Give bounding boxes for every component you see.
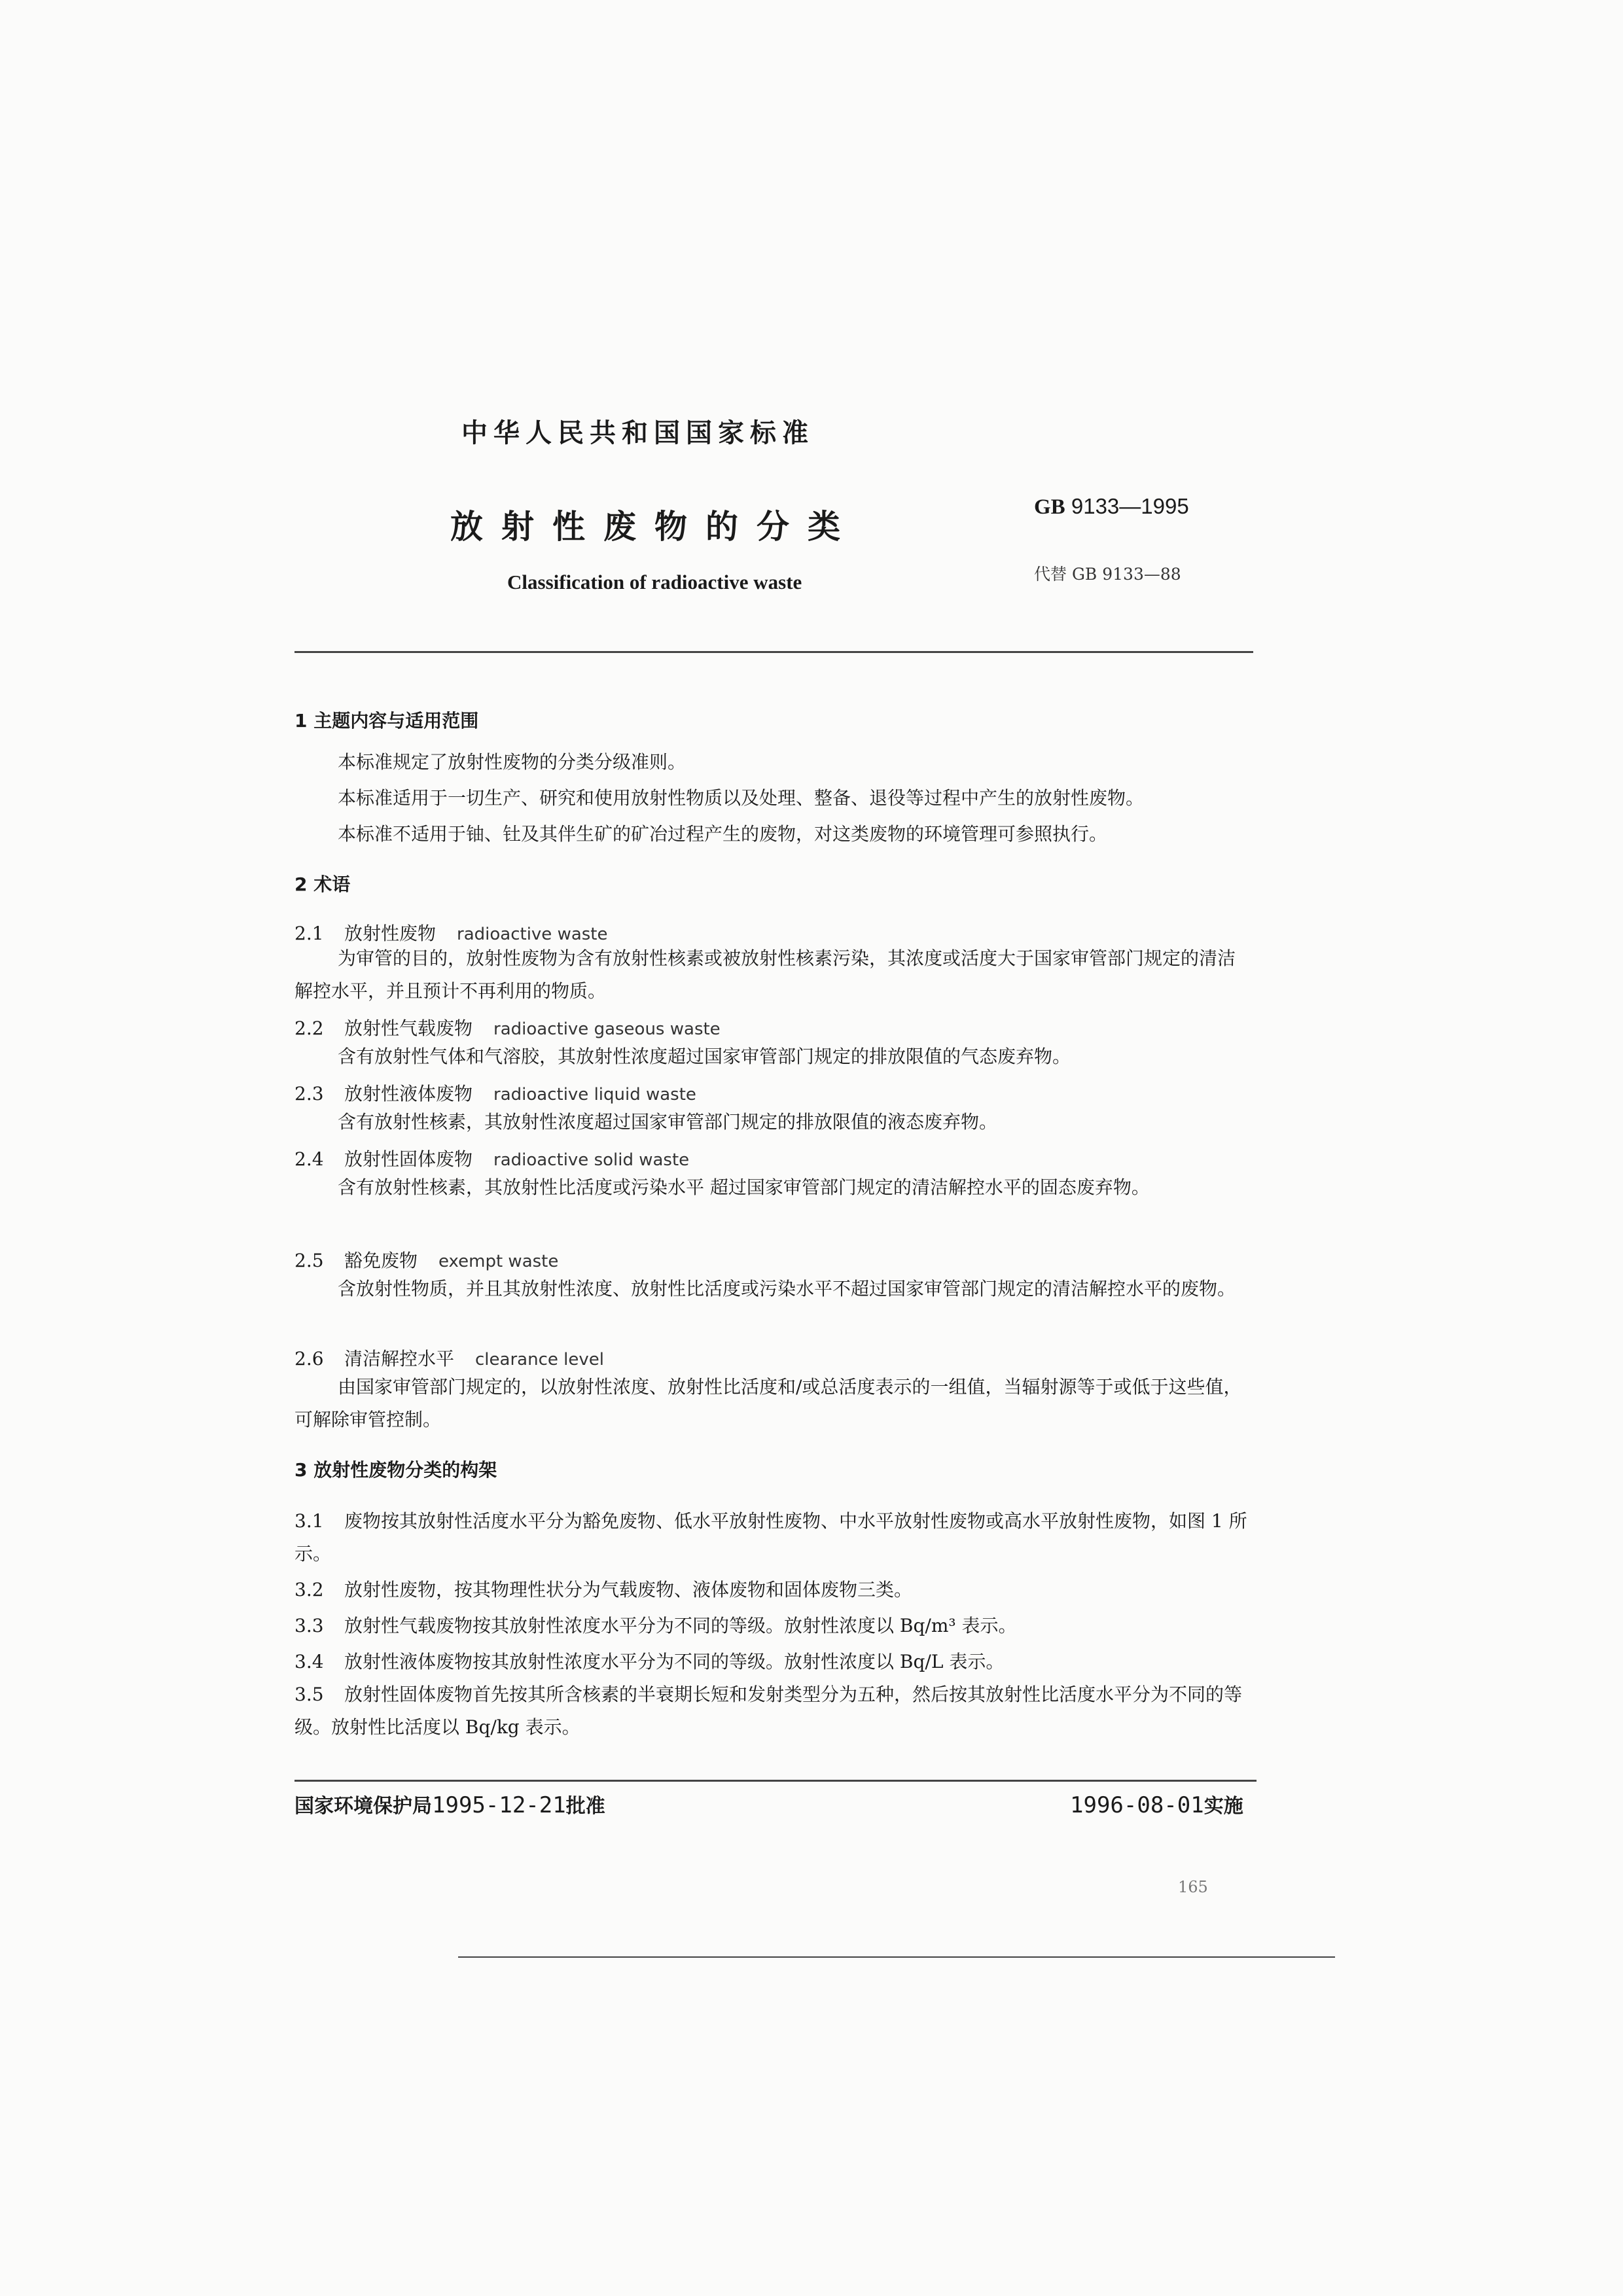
section2-heading: 2 术语 (294, 874, 351, 895)
effective-line (1070, 1790, 1243, 1818)
effective-label: 实施 (1204, 1795, 1243, 1818)
approve-label: 批准 (565, 1795, 605, 1818)
term-en: radioactive waste (457, 925, 608, 944)
term-en: clearance level (475, 1350, 604, 1369)
term-cn: 放射性液体废物 (344, 1083, 473, 1104)
term-header (294, 1014, 721, 1040)
standard-number (1034, 494, 1189, 520)
item-number: 3.1 (294, 1510, 324, 1532)
effective-date: 1996-08-01 (1070, 1792, 1204, 1818)
section1-para: 本标准不适用于铀、钍及其伴生矿的矿冶过程产生的废物，对这类废物的环境管理可参照执行。 (338, 823, 1108, 845)
item-text: 废物按其放射性活度水平分为豁免废物、低水平放射性废物、中水平放射性废物或高水平放射性废物，如图 1 所示。 (294, 1510, 1247, 1564)
replaces-standard: 代替 GB 9133—88 (1034, 565, 1181, 584)
header-divider (294, 651, 1253, 653)
document-title-en: Classification of radioactive waste (507, 571, 802, 593)
page-number: 165 (1178, 1878, 1208, 1896)
page-bottom-line (458, 1956, 1335, 1958)
term-cn: 豁免废物 (344, 1250, 418, 1271)
section3-heading: 3 放射性废物分类的构架 (294, 1459, 497, 1481)
section3-item (294, 1610, 1250, 1642)
item-text: 放射性固体废物首先按其所含核素的半衰期长短和发射类型分为五种，然后按其放射性比活度水平分为不同的等级。放射性比活度以 Bq/kg 表示。 (294, 1684, 1243, 1738)
issuer: 国家环境保护局 (294, 1795, 432, 1818)
term-number: 2.6 (294, 1348, 324, 1369)
term-definition: 含放射性物质，并且其放射性浓度、放射性比活度或污染水平不超过国家审管部门规定的清洁解控水平的废物。 (338, 1278, 1236, 1299)
standard-prefix: GB (1034, 495, 1065, 519)
term-header (294, 1080, 696, 1106)
term-en: radioactive gaseous waste (493, 1019, 721, 1039)
section1-heading: 1 主题内容与适用范围 (294, 710, 479, 732)
term-number: 2.3 (294, 1083, 324, 1104)
footer-divider (294, 1780, 1257, 1782)
term-en: exempt waste (438, 1252, 559, 1271)
section1-para: 本标准适用于一切生产、研究和使用放射性物质以及处理、整备、退役等过程中产生的放射性废物。 (338, 787, 1145, 809)
item-text: 放射性废物，按其物理性状分为气载废物、液体废物和固体废物三类。 (344, 1579, 913, 1600)
term-number: 2.5 (294, 1250, 324, 1271)
item-number: 3.4 (294, 1651, 324, 1672)
country-standard-heading: 中华人民共和国国家标准 (461, 418, 814, 448)
term-header (294, 1246, 558, 1273)
section3-item (294, 1678, 1250, 1744)
term-definition: 为审管的目的，放射性废物为含有放射性核素或被放射性核素污染，其浓度或活度大于国家审管部门规定的清洁解控水平，并且预计不再利用的物质。 (294, 947, 1236, 1002)
section3-item (294, 1646, 1250, 1678)
term-definition: 含有放射性核素，其放射性浓度超过国家审管部门规定的排放限值的液态废弃物。 (338, 1111, 998, 1133)
term-en: radioactive solid waste (493, 1150, 690, 1170)
document-title-cn: 放射性废物的分类 (450, 508, 859, 546)
section3-item (294, 1505, 1250, 1570)
term-number: 2.4 (294, 1148, 324, 1170)
item-text: 放射性气载废物按其放射性浓度水平分为不同的等级。放射性浓度以 Bq/m³ 表示。 (344, 1615, 1017, 1636)
item-number: 3.5 (294, 1684, 324, 1705)
term-definition: 含有放射性气体和气溶胶，其放射性浓度超过国家审管部门规定的排放限值的气态废弃物。 (338, 1046, 1071, 1067)
item-number: 3.3 (294, 1615, 324, 1636)
term-cn: 放射性废物 (344, 923, 437, 944)
section3-item (294, 1574, 1250, 1606)
term-number: 2.1 (294, 923, 324, 944)
approval-line (294, 1790, 605, 1818)
term-header (294, 1345, 604, 1371)
term-cn: 放射性气载废物 (344, 1017, 473, 1039)
term-header (294, 919, 608, 945)
term-header (294, 1145, 689, 1171)
term-cn: 放射性固体废物 (344, 1148, 473, 1170)
section1-para: 本标准规定了放射性废物的分类分级准则。 (338, 751, 687, 773)
approve-date: 1995-12-21 (432, 1792, 566, 1818)
term-definition: 由国家审管部门规定的，以放射性浓度、放射性比活度和/或总活度表示的一组值，当辐射源等于或低于这些值，可解除审管控制。 (294, 1376, 1242, 1430)
term-en: radioactive liquid waste (493, 1085, 696, 1104)
term-number: 2.2 (294, 1017, 324, 1039)
term-cn: 清洁解控水平 (344, 1348, 455, 1369)
term-definition: 含有放射性核素，其放射性比活度或污染水平 超过国家审管部门规定的清洁解控水平的固态废弃物。 (338, 1176, 1150, 1198)
item-number: 3.2 (294, 1579, 324, 1600)
item-text: 放射性液体废物按其放射性浓度水平分为不同的等级。放射性浓度以 Bq/L 表示。 (344, 1651, 1005, 1672)
standard-number-value: 9133—1995 (1071, 494, 1189, 518)
